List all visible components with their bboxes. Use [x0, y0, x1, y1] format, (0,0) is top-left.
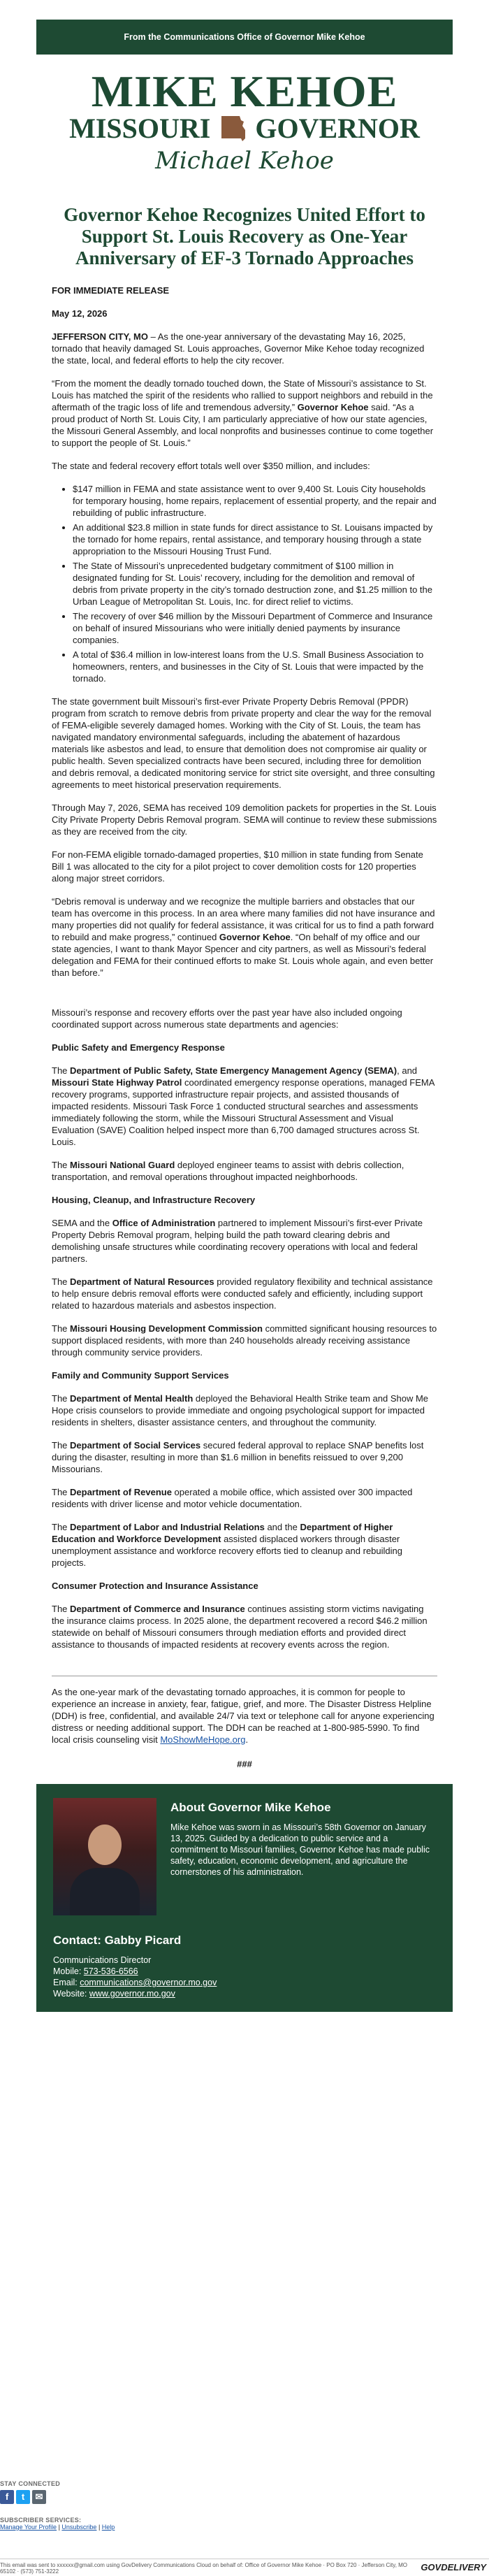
text: partnered to implement Missouri’s first-ever Private Property Debris Removal program, helping build the path toward clearing debris and demolishing unsafe structures while coordinating recovery operations with local and federal partners. [52, 1218, 423, 1264]
contact-role: Communications Director [53, 1955, 152, 1965]
section-title-housing: Housing, Cleanup, and Infrastructure Recovery [52, 1195, 256, 1205]
text: provided regulatory flexibility and technical assistance to help ensure debris removal efforts were conducted safely and efficiently, including support related to hazardous materials and asbestos inspection. [52, 1276, 433, 1311]
section-title-family: Family and Community Support Services [52, 1370, 229, 1381]
quote-1-speaker: Governor Kehoe [297, 402, 369, 412]
mobile-link[interactable]: 573-536-6566 [83, 1966, 138, 1976]
photo-body [70, 1868, 140, 1915]
missouri-state-icon [217, 113, 248, 144]
text: coordinated emergency response operations, managed FEMA recovery programs, supported infrastructure repair projects, and assisted thousands of impacted residents. Missouri Task Force 1 conducted structural searches and assessments immediately following the storm, while the Missouri Structural Assessment and Visual Evaluation (SAVE) Coalition helped inspect more than 6,700 damaged structures across St. Louis. [52, 1077, 435, 1147]
stay-connected-label: STAY CONNECTED [0, 2480, 61, 2487]
email-link[interactable]: communications@governor.mo.gov [80, 1978, 217, 1987]
family-paragraph-4 [52, 1521, 437, 1569]
housing-paragraph-3 [52, 1323, 437, 1358]
facebook-icon[interactable]: f [0, 2490, 14, 2504]
text: The [52, 1160, 71, 1170]
family-paragraph-1 [52, 1393, 437, 1428]
agency-name: Department of Commerce and Insurance [70, 1604, 245, 1614]
text: The [52, 1440, 71, 1451]
quote-2 [52, 895, 437, 979]
family-paragraph-2 [52, 1439, 437, 1475]
logo-name: MIKE KEHOE [91, 66, 398, 116]
agency-name: Department of Revenue [70, 1487, 172, 1497]
funding-list [52, 483, 437, 684]
family-paragraph-3 [52, 1486, 437, 1510]
footer-panel [36, 1784, 453, 2012]
lead-paragraph [52, 331, 437, 366]
release-label: FOR IMMEDIATE RELEASE [52, 285, 170, 296]
list-item: • The State of Missouri’s unprecedented budgetary commitment of $100 million in designated funding for St. Louis’ recovery, including for the demolition and removal of debris from private property in the city’s tornado destruction zone, and $1.25 million to the Urban League of Metropolitan St. Louis, Inc. for direct relief to victims. [73, 560, 437, 607]
section-title-public-safety: Public Safety and Emergency Response [52, 1042, 225, 1053]
housing-paragraph-1 [52, 1217, 437, 1265]
email-body [36, 0, 453, 2012]
ppdr-paragraph: The state government built Missouri’s first-ever Private Property Debris Removal (PPDR) program from scratch to remove debris from private property and clear the way for the removal of FEMA-eligible severely damaged homes. Working with the City of St. Louis, the team has navigated mandatory environmental safeguards, including the abatement of hazardous materials like asbestos and lead, to ensure that demolition does not compromise air quality or public health. Seven specialized contracts have been secured, including three for demolition and debris removal, a dedicated monitoring service for strict site oversight, and three consulting agreements to meet historical preservation requirements. [52, 696, 435, 790]
about-content [170, 1798, 436, 1915]
totals-paragraph: The state and federal recovery effort totals well over $350 million, and includes: [52, 461, 370, 471]
text: continues assisting storm victims navigating the insurance claims process. In 2025 alone, the department recovered a record $46.2 million statewide on behalf of Missouri consumers through mediation efforts and provided direct assistance to thousands of impacted residents at recovery events across the region. [52, 1604, 428, 1650]
photo-head [88, 1825, 122, 1865]
subscriber-links [0, 2524, 489, 2531]
moshowmehope-link[interactable]: MoShowMeHope.org [160, 1734, 246, 1745]
agency-name: Department of Higher Education and Workforce Development [52, 1522, 393, 1544]
quote-2-speaker: Governor Kehoe [219, 932, 291, 942]
text: The [52, 1604, 71, 1614]
quote-1-text-b: said. “As a proud product of North St. Louis City, I am particularly appreciative of how our state agencies, the Missouri General Assembly, and local nonprofits and businesses continue to come together to support the people of St. Louis.” [52, 402, 434, 448]
separator: | [96, 2524, 102, 2531]
public-safety-paragraph-1 [52, 1065, 437, 1148]
text: . [245, 1734, 249, 1745]
non-fema-paragraph: For non-FEMA eligible tornado-damaged properties, $10 million in state funding from Senate Bill 1 was allocated to the city for a pilot project to cover demolition costs for 120 properties along major street corridors. [52, 849, 423, 884]
list-item: • A total of $36.4 million in low-interest loans from the U.S. Small Business Association to homeowners, renters, and businesses in the City of St. Louis that were impacted by the tornado. [73, 649, 437, 684]
governor-logo [36, 55, 453, 187]
website-label: Website: [53, 1989, 89, 1999]
contact-email [53, 1977, 436, 1988]
text: The [52, 1393, 71, 1404]
agency-name: Department of Natural Resources [70, 1276, 214, 1287]
twitter-icon[interactable]: t [16, 2490, 30, 2504]
agency-name: Missouri State Highway Patrol [52, 1077, 182, 1088]
separator: | [57, 2524, 62, 2531]
subscriber-footer [0, 2480, 489, 2531]
end-mark: ### [237, 1759, 252, 1769]
public-safety-paragraph-2 [52, 1159, 437, 1183]
contact-website [53, 1988, 436, 1999]
about-title: About Governor Mike Kehoe [170, 1801, 331, 1814]
quote-1-text-a: “From the moment the deadly tornado touched down, the State of Missouri’s assistance to St. Louis has matched the spirit of the residents who rallied to support neighbors and rebuild in the aftermath of the tragic loss of life and tremendous adversity,” [52, 378, 433, 412]
list-item: • The recovery of over $46 million by the Missouri Department of Commerce and Insurance on behalf of insured Missourians who were initially denied payments by insurance companies. [73, 610, 437, 646]
subscriber-services-label: SUBSCRIBER SERVICES: [0, 2517, 82, 2524]
header-banner: From the Communications Office of Governor Mike Kehoe [36, 20, 453, 55]
agency-name: Department of Social Services [70, 1440, 201, 1451]
list-item: • $147 million in FEMA and state assistance went to over 9,400 St. Louis City households for temporary housing, home repairs, replacement of essential property, and the repair and rebuilding of public infrastructure. [73, 483, 437, 519]
legal-footer [0, 2559, 489, 2575]
text: SEMA and the [52, 1218, 112, 1228]
logo-missouri: MISSOURI [69, 113, 211, 144]
logo-governor: GOVERNOR [255, 113, 420, 144]
text: The [52, 1276, 71, 1287]
email-icon[interactable]: ✉ [32, 2490, 46, 2504]
logo-row [36, 113, 453, 144]
text: committed significant housing resources to support displaced residents, with more than 240 households already receiving assistance through community service providers. [52, 1323, 437, 1358]
agency-name: Department of Labor and Industrial Relations [70, 1522, 265, 1532]
article [36, 204, 453, 1770]
sema-paragraph: Through May 7, 2026, SEMA has received 109 demolition packets for properties in the St. Louis City Private Property Debris Removal program. SEMA will continue to review these submissions as they are received from the city. [52, 803, 437, 837]
contact-title: Contact: Gabby Picard [53, 1934, 182, 1947]
text: deployed the Behavioral Health Strike team and Show Me Hope crisis counselors to provide immediate and ongoing psychological support for impacted residents in shelters, disaster assistance centers, and throughout the community. [52, 1393, 429, 1427]
lead-text: – As the one-year anniversary of the devastating May 16, 2025, tornado that heavily damaged St. Louis approaches, Governor Mike Kehoe today recognized the state, local, and federal efforts to help the city recover. [52, 331, 425, 366]
governor-photo [53, 1798, 156, 1915]
mobile-label: Mobile: [53, 1966, 84, 1976]
quote-2-text-a: “Debris removal is underway and we recognize the multiple barriers and obstacles that our team has overcome in this process. In an area where many families did not have insurance and many properties did not qualify for federal assistance, it was critical for us to find a path forward to rebuild and make progress,” continued [52, 896, 435, 942]
quote-1 [52, 377, 437, 449]
headline: Governor Kehoe Recognizes United Effort to Support St. Louis Recovery as One-Year Anniversary of EF-3 Tornado Approaches [64, 204, 425, 268]
text: deployed engineer teams to assist with debris collection, transportation, and removal operations throughout impacted neighborhoods. [52, 1160, 404, 1182]
ddh-paragraph [52, 1676, 437, 1746]
list-item: • An additional $23.8 million in state funds for direct assistance to St. Louisans impacted by the tornado for home repairs, rental assistance, and temporary housing through a state appropriation to the Missouri Housing Trust Fund. [73, 521, 437, 557]
help-link[interactable]: Help [101, 2524, 115, 2531]
text: and the [264, 1522, 300, 1532]
email-label: Email: [53, 1978, 80, 1987]
manage-profile-link[interactable]: Manage Your Profile [0, 2524, 57, 2531]
about-text: Mike Kehoe was sworn in as Missouri’s 58th Governor on January 13, 2025. Guided by a dedication to public service and a commitment to Missouri families, Governor Kehoe has made public safety, education, economic development, and agriculture the cornerstones of his administration. [170, 1822, 430, 1877]
ddh-text: As the one-year mark of the devastating tornado approaches, it is common for people to experience an increase in anxiety, fear, fatigue, grief, and more. The Disaster Distress Helpline (DDH) is free, confidential, and available 24/7 via text or telephone call for anyone experiencing distress or needing additional support. The DDH can be reached at 1-800-985-5990. To find local crisis counseling visit [52, 1687, 435, 1745]
agency-name: Missouri Housing Development Commission [70, 1323, 263, 1334]
contact-mobile [53, 1966, 436, 1977]
website-link[interactable]: www.governor.mo.gov [89, 1989, 175, 1999]
legal-text: This email was sent to xxxxxx@gmail.com using GovDelivery Communications Cloud on behalf of: Office of Governor Mike Kehoe · PO Box 720 · Jefferson City, MO 65102 · (573) 751-3222 [0, 2562, 408, 2575]
text: The [52, 1065, 71, 1076]
agency-name: Missouri National Guard [70, 1160, 175, 1170]
text: The [52, 1487, 71, 1497]
housing-paragraph-2 [52, 1276, 437, 1311]
social-links [0, 2490, 489, 2504]
agency-name: Department of Mental Health [70, 1393, 194, 1404]
section-title-consumer: Consumer Protection and Insurance Assistance [52, 1581, 258, 1591]
text: , and [397, 1065, 418, 1076]
signature: Michael Kehoe [155, 147, 334, 175]
about-block [53, 1798, 436, 1915]
govdelivery-logo: GOVDELIVERY [421, 2562, 486, 2573]
dateline: JEFFERSON CITY, MO [52, 331, 148, 342]
text: assisted displaced workers through disaster unemployment assistance and workforce recovery efforts tied to cleanup and rebuilding projects. [52, 1534, 402, 1568]
agency-name: Office of Administration [112, 1218, 216, 1228]
text: secured federal approval to replace SNAP benefits lost during the disaster, resulting in more than $1.6 million in benefits reissued to over 9,200 Missourians. [52, 1440, 424, 1474]
text: operated a mobile office, which assisted over 300 impacted residents with driver license and motor vehicle documentation. [52, 1487, 413, 1509]
quote-2-text-b: . “On behalf of my office and our state agencies, I want to thank Mayor Spencer and city partners, as well as Missouri’s federal delegation and FEMA for their continued efforts to make St. Louis whole again, and even better than before.” [52, 932, 434, 978]
text: The [52, 1323, 71, 1334]
text: The [52, 1522, 71, 1532]
unsubscribe-link[interactable]: Unsubscribe [61, 2524, 97, 2531]
agency-name: Department of Public Safety, State Emergency Management Agency (SEMA) [70, 1065, 397, 1076]
release-date: May 12, 2026 [52, 308, 108, 319]
consumer-paragraph-1 [52, 1603, 437, 1650]
agencies-intro: Missouri’s response and recovery efforts over the past year have also included ongoing coordinated support across numerous state departments and agencies: [52, 1007, 402, 1030]
